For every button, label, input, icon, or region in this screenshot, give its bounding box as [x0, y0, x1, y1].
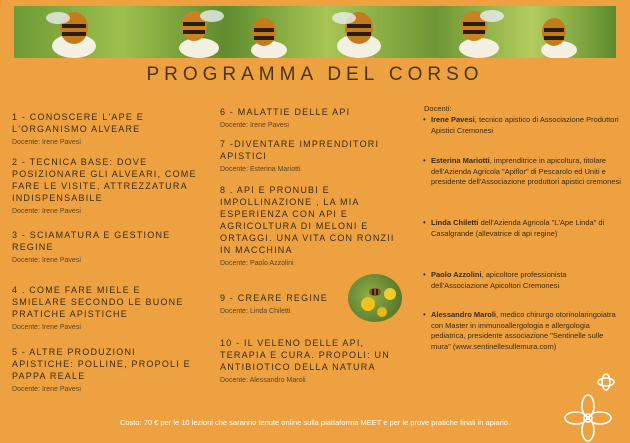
lesson-8 [220, 184, 400, 268]
page-title: PROGRAMMA DEL CORSO [146, 64, 484, 85]
docente-name: Linda Chiletti [431, 218, 479, 227]
lesson-6 [220, 106, 400, 130]
docente-name: Alessandro Maroli [431, 310, 497, 319]
lesson-teacher: Docente: Linda Chiletti [220, 308, 291, 315]
lesson-teacher: Docente: Irene Pavesi [12, 324, 81, 331]
lesson-5 [12, 346, 192, 394]
decorative-flower-icon [560, 372, 630, 443]
lesson-teacher: Docente: Irene Pavesi [12, 386, 81, 393]
lesson-title: 10 - IL VELENO DELLE API, TERAPIA E CURA. PROPOLI: UN ANTIBIOTICO DELLA NATURA [220, 338, 390, 372]
lesson-teacher: Docente: Paolo Azzolini [220, 260, 294, 267]
lesson-title: 7 -DIVENTARE IMPRENDITORI APISTICI [220, 139, 380, 161]
lesson-9 [220, 292, 350, 316]
lesson-teacher: Docente: Esterina Mariotti [220, 166, 301, 173]
lesson-4 [12, 284, 192, 332]
lesson-10 [220, 337, 400, 385]
bullet-icon: • [423, 270, 426, 279]
bullet-icon: • [423, 310, 426, 319]
docente-3 [423, 218, 623, 239]
lesson-teacher: Docente: Alessandro Maroli [220, 377, 306, 384]
lesson-teacher: Docente: Irene Pavesi [12, 139, 81, 146]
lesson-title: 1 - CONOSCERE L'APE E L'ORGANISMO ALVEARE [12, 112, 144, 134]
lesson-3 [12, 229, 182, 265]
docente-name: Irene Pavesi [431, 115, 475, 124]
docente-desc: , apicoltore professionista dell'Associazione Apicoltori Cremonesi [431, 270, 567, 290]
docente-desc: , medico chirurgo otorinolaringoiatra con Master in immunoallergologia e allergologia pediatrica, presidente associazione "Sentinelle sulle mura" (www.sentinellesullemura.com) [431, 310, 616, 351]
docenti-heading: Docenti: [424, 104, 452, 113]
footer-cost-note: Costo: 70 € per le 10 lezioni che saranno tenute online sulla piattaforma MEET e per le prove pratiche finali in apiario. [119, 418, 511, 427]
lesson-title: 5 - ALTRE PRODUZIONI APISTICHE: POLLINE, PROPOLI E PAPPA REALE [12, 347, 191, 381]
docente-name: Paolo Azzolini [431, 270, 482, 279]
docente-name: Esterina Mariotti [431, 156, 490, 165]
lesson-title: 9 - CREARE REGINE [220, 293, 328, 303]
docente-desc: , tecnico apistico di Associazione Produttori Apistici Cremonesi [431, 115, 619, 135]
docente-1 [423, 115, 623, 136]
docente-4 [423, 270, 623, 291]
lesson-2 [12, 156, 202, 216]
lesson-title: 3 - SCIAMATURA E GESTIONE REGINE [12, 230, 171, 252]
docente-5 [423, 310, 623, 352]
bee-banner-illustration [14, 6, 616, 58]
bullet-icon: • [423, 218, 426, 227]
header-bee-banner [14, 6, 616, 58]
docente-desc: , imprenditrice in apicoltura, titolare dell'Azienda Agricola "Apiflor" di Pescarolo ed Uniti e presidente dell'Associazione produttori apistici cremonesi [431, 156, 621, 186]
lesson-title: 2 - TECNICA BASE: DOVE POSIZIONARE GLI ALVEARI, COME FARE LE VISITE, ATTREZZATURA INDISPENSABILE [12, 157, 197, 203]
bullet-icon: • [423, 115, 426, 124]
bee-on-flower-photo [348, 274, 402, 322]
lesson-teacher: Docente: Irene Pavesi [220, 122, 289, 129]
bee-flower-illustration [348, 274, 402, 322]
lesson-title: 8 . API E PRONUBI E IMPOLLINAZIONE , LA MIA ESPERIENZA CON API E AGRICOLTURA DI MELONI E ORTAGGI. UNA VITA CON RONZII IN MACCHINA [220, 185, 395, 255]
docente-desc: dell'Azienda Agricola "L'Ape Linda" di Casalgrande (allevatrice di api regine) [431, 218, 605, 238]
bullet-icon: • [423, 156, 426, 165]
lesson-7 [220, 138, 400, 174]
lesson-teacher: Docente: Irene Pavesi [12, 257, 81, 264]
lesson-teacher: Docente: Irene Pavesi [12, 208, 81, 215]
lesson-title: 4 . COME FARE MIELE E SMIELARE SECONDO LE BUONE PRATICHE APISTICHE [12, 285, 184, 319]
docente-2 [423, 156, 623, 188]
lesson-title: 6 - MALATTIE DELLE API [220, 107, 351, 117]
lesson-1 [12, 111, 182, 147]
